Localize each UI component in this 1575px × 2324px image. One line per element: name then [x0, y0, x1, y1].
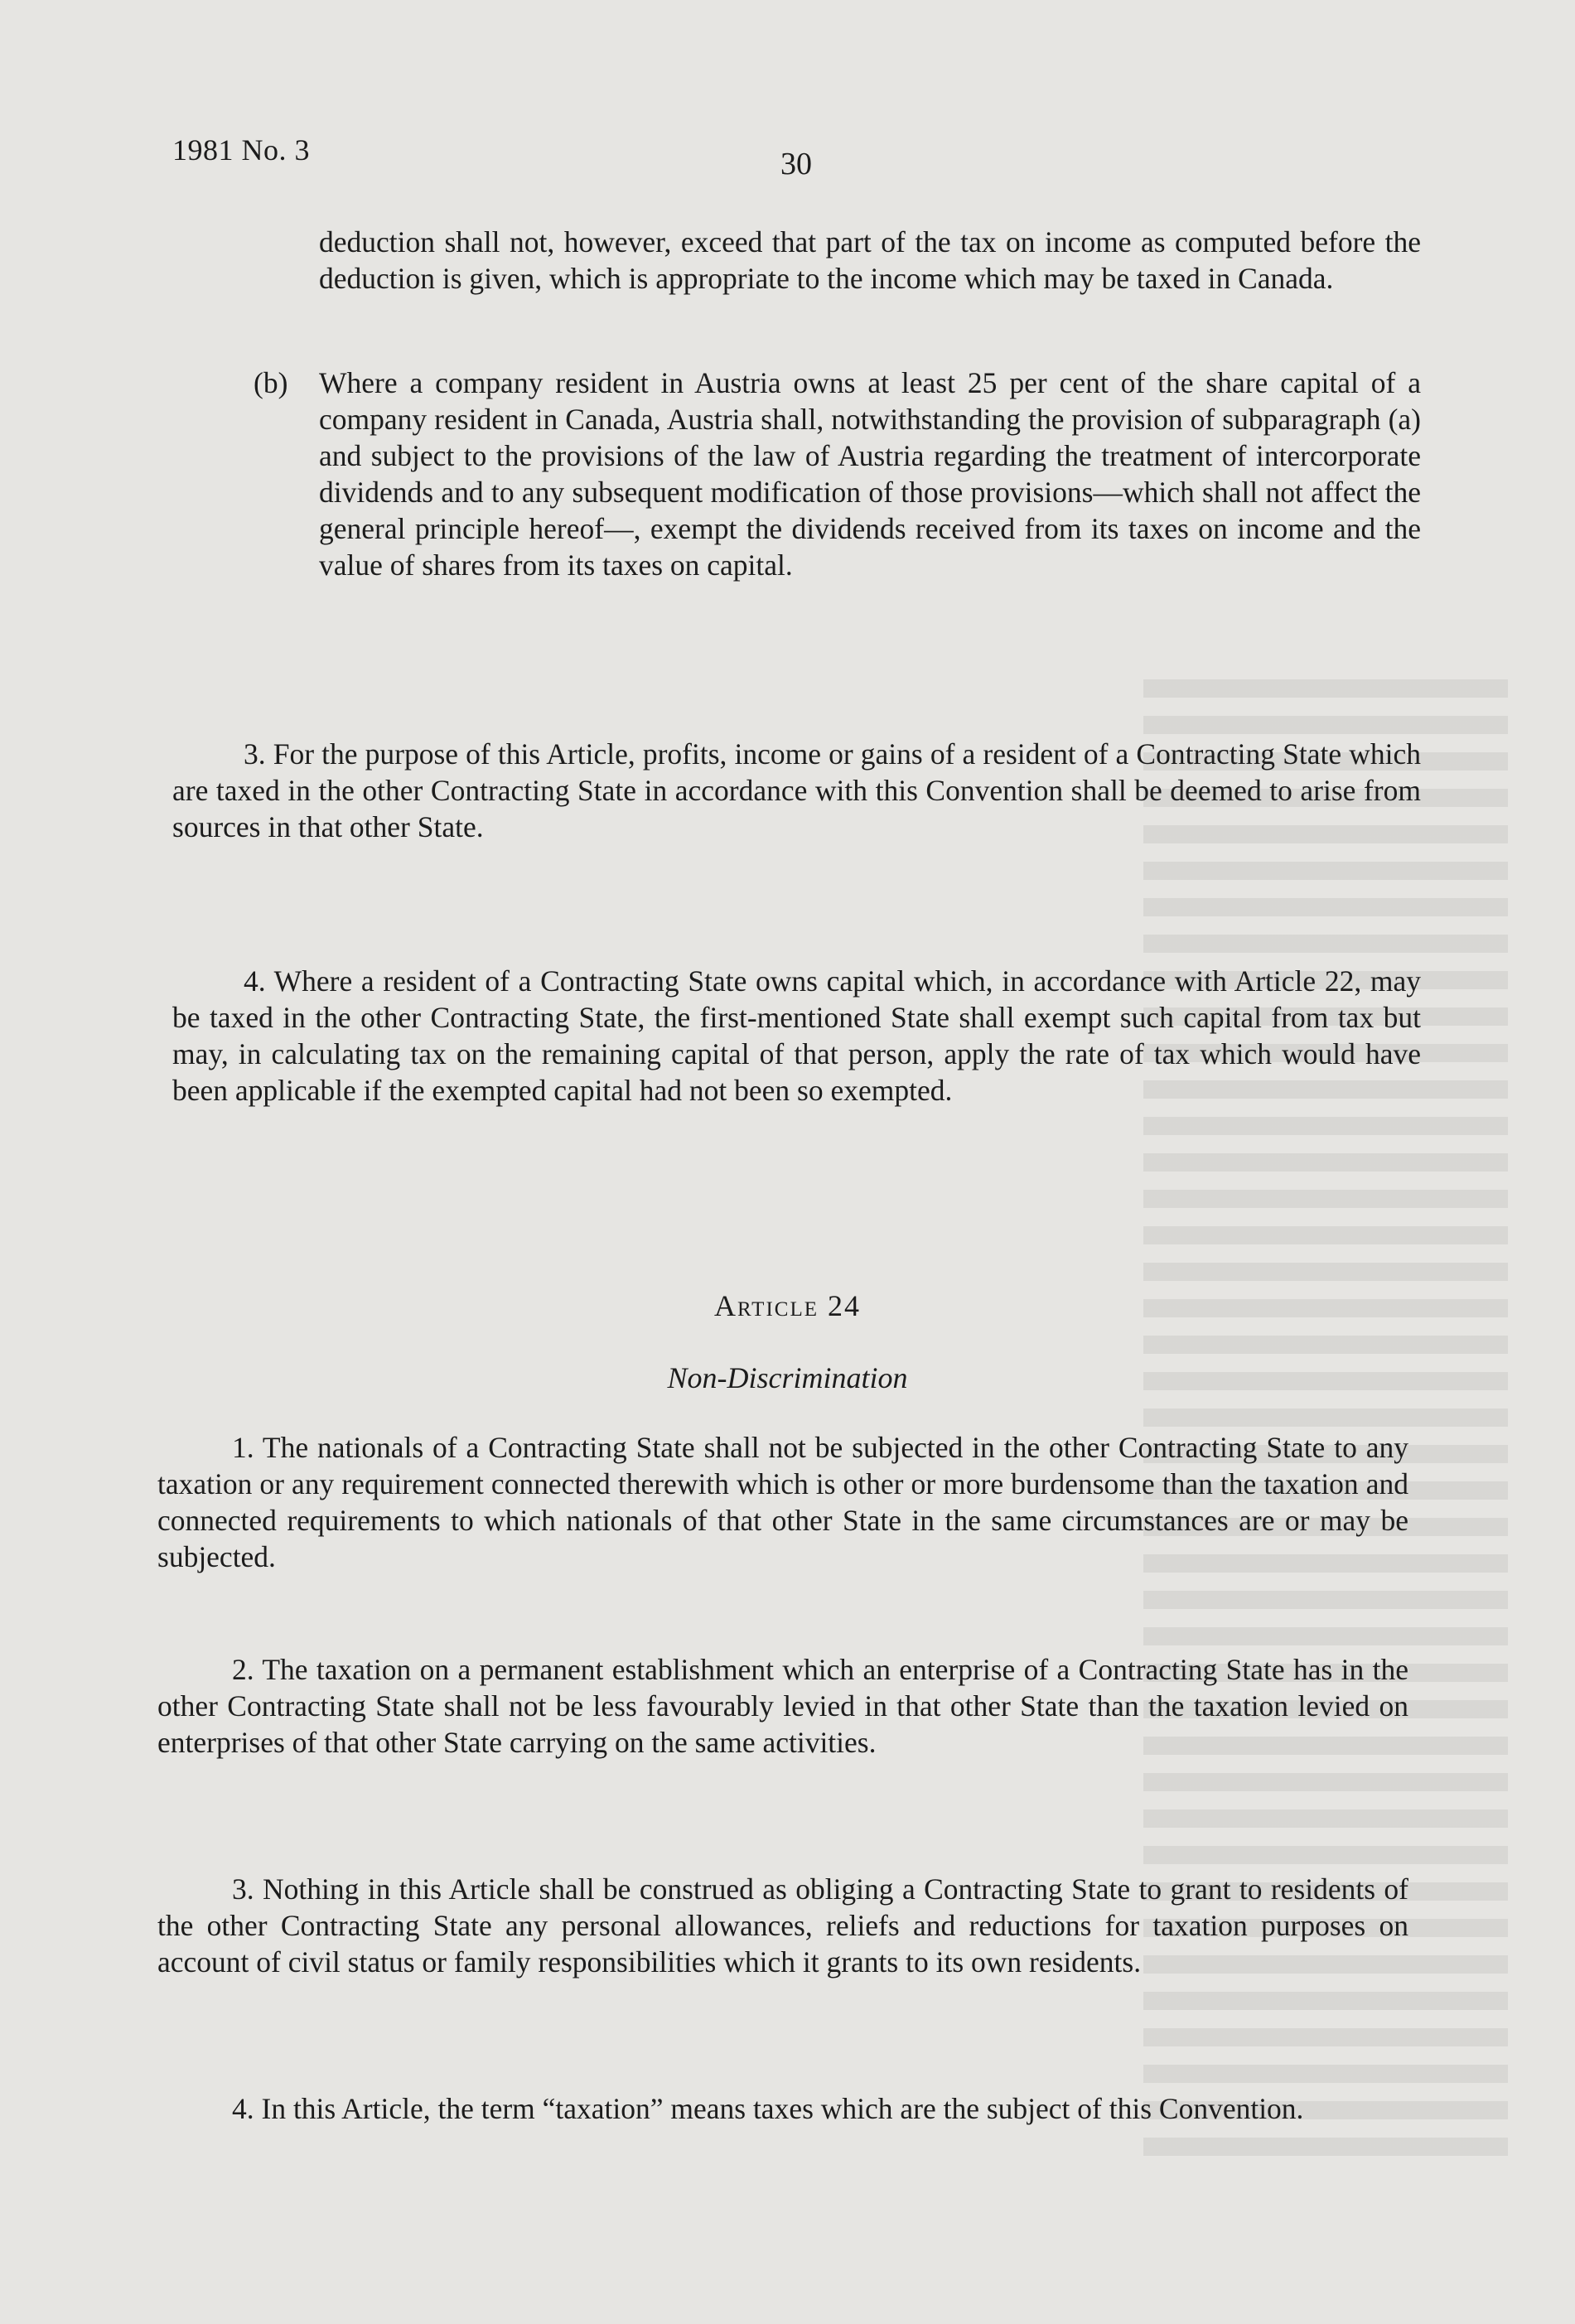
- continuation-paragraph: deduction shall not, however, exceed that part of the tax on income as computed before the deduction is given, which is appropriate to the income which may be taxed in Canada.: [319, 225, 1421, 295]
- paragraph-3: 3. For the purpose of this Article, profits, income or gains of a resident of a Contracting State which are taxed in the other Contracting State in accordance with this Convention shall be deemed to arise from sources in that other State.: [172, 737, 1421, 843]
- subparagraph-b: Where a company resident in Austria owns at least 25 per cent of the share capital of a company resident in Canada, Austria shall, notwithstanding the provision of subparagraph (a) and subject to the provisions of the law of Austria regarding the treatment of intercorporate dividends and to any subsequent modification of those provisions—which shall not affect the general principle hereof—, exempt the dividends received from its taxes on income and the value of shares from its taxes on capital.: [319, 366, 1421, 582]
- article-24-paragraph-3: 3. Nothing in this Article shall be construed as obliging a Contracting State to grant to residents of the other Contracting State any personal allowances, reliefs and reductions for taxation purposes on account of civil status or family responsibilities which it grants to its own residents.: [157, 1872, 1408, 1979]
- article-24-paragraph-1: 1. The nationals of a Contracting State shall not be subjected in the other Contracting State to any taxation or any requirement connected therewith which is other or more burdensome than the taxation and connected requirements to which nationals of that other State in the same circumstances are or may be subjected.: [157, 1431, 1408, 1573]
- subparagraph-b-label: (b): [254, 366, 288, 399]
- article-24-paragraph-2: 2. The taxation on a permanent establishment which an enterprise of a Contracting State has in the other Contracting State shall not be less favourably levied in that other State than the taxation levied on enterprises of that other State carrying on the same activities.: [157, 1653, 1408, 1759]
- article-heading: [0, 1288, 1575, 1323]
- article-24-paragraph-4: 4. In this Article, the term “taxation” means taxes which are the subject of this Convention.: [232, 2092, 1304, 2125]
- running-head: 1981 No. 3: [172, 133, 310, 167]
- article-title: Non-Discrimination: [667, 1361, 908, 1394]
- article-heading-text: Article 24: [714, 1289, 861, 1322]
- page-number: 30: [780, 147, 812, 181]
- paragraph-4: 4. Where a resident of a Contracting State owns capital which, in accordance with Article 22, may be taxed in the other Contracting State, the first-mentioned State shall exempt such capital from tax but may, in calculating tax on the remaining capital of that person, apply the rate of tax which would have been applicable if the exempted capital had not been so exempted.: [172, 964, 1421, 1107]
